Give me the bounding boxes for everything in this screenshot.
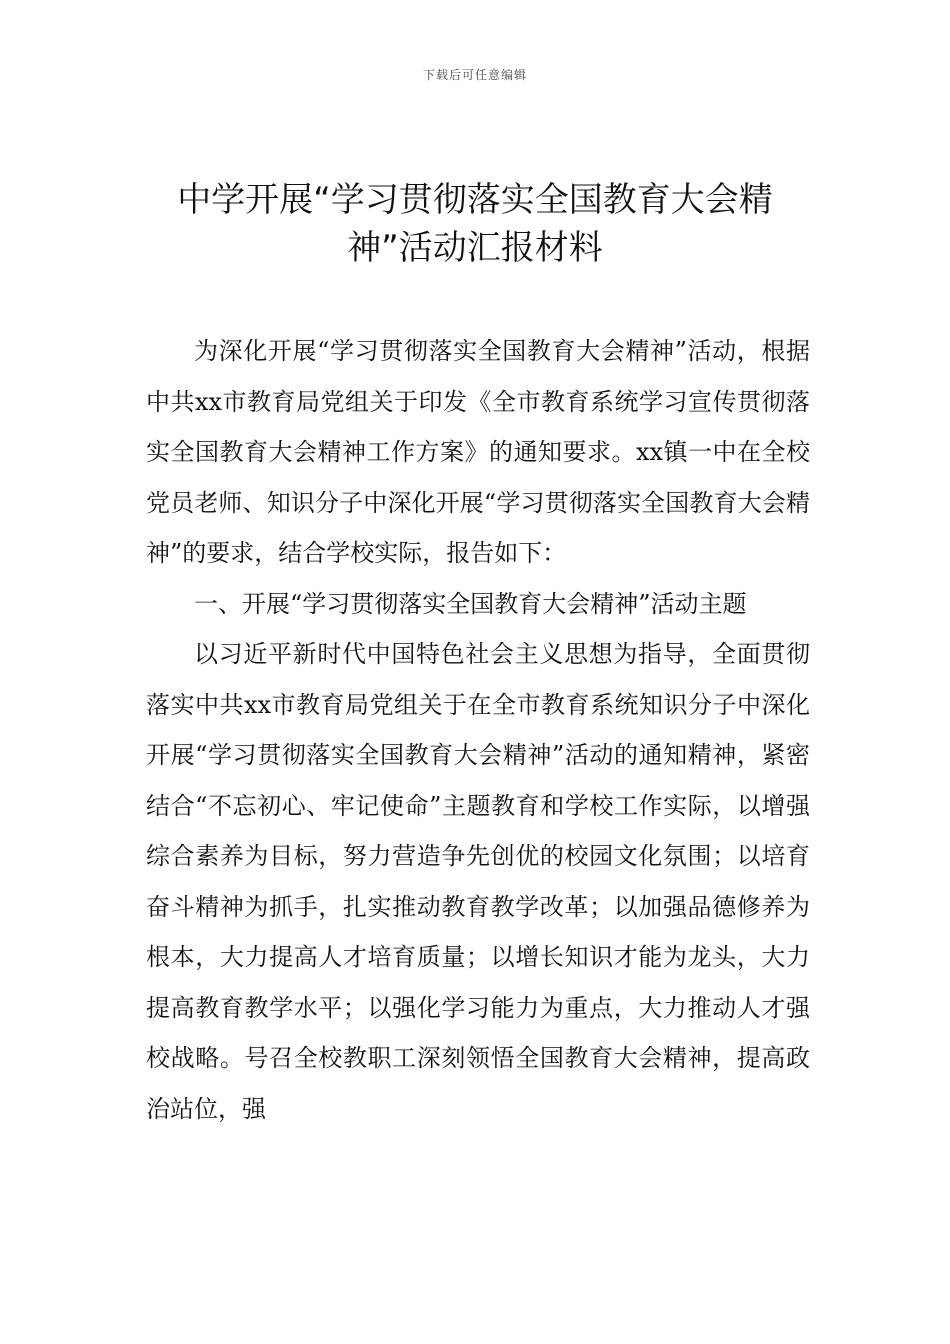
body-paragraph-theme: 以习近平新时代中国特色社会主义思想为指导，全面贯彻落实中共xx市教育局党组关于在全市教育系统知识分子中深化开展“学习贯彻落实全国教育大会精神”活动的通知精神，紧密结合“不忘初心、牢记使命”主题教育和学校工作实际，以增强综合素养为目标，努力营造争先创优的校园文化氛围；以培育奋斗精神为抓手，扎实推动教育教学改革；以加强品德修养为根本，大力提高人才培育质量；以增长知识才能为龙头，大力提高教育教学水平；以强化学习能力为重点，大力推动人才强校战略。号召全校教职工深刻领悟全国教育大会精神，提高政治站位，强 [146,640,810,1123]
section-heading-1: 一、开展“学习贯彻落实全国教育大会精神”活动主题 [194,589,747,618]
body-paragraph-intro: 为深化开展“学习贯彻落实全国教育大会精神”活动，根据中共xx市教育局党组关于印发《全市教育系统学习宣传贯彻落实全国教育大会精神工作方案》的通知要求。xx镇一中在全校党员老师、知识分子中深化开展“学习贯彻落实全国教育大会精神”的要求，结合学校实际，报告如下： [146,337,810,567]
document-title: 中学开展“学习贯彻落实全国教育大会精神”活动汇报材料 [177,180,773,268]
header-note: 下载后可任意编辑 [422,68,527,82]
document-body [146,326,810,1134]
